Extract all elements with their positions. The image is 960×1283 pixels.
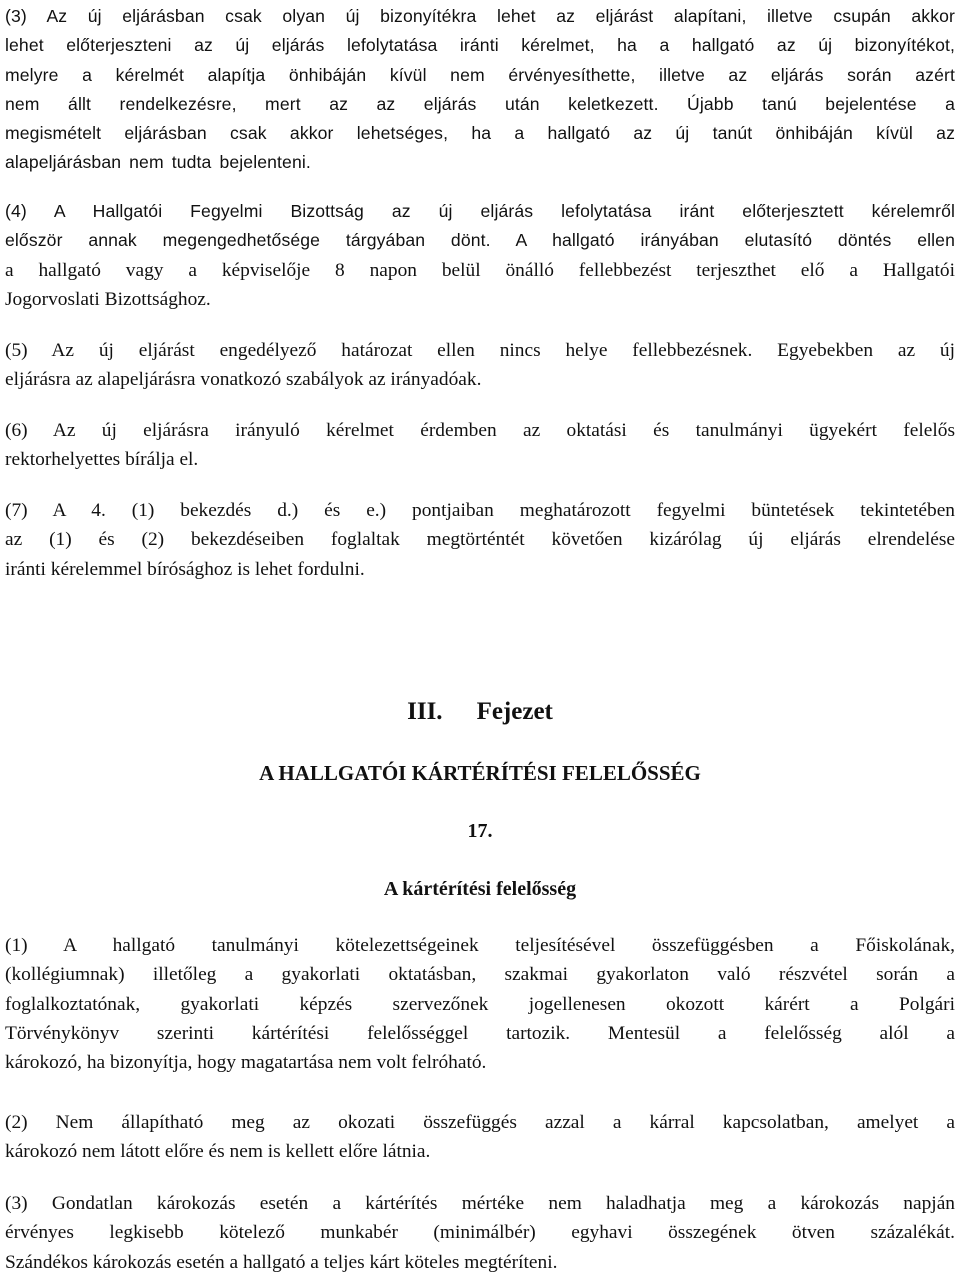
text-line: az (1) és (2) bekezdéseiben foglaltak megtörténtét követően kizárólag új eljárás elrendelése (5, 529, 955, 551)
chapter-label: Fejezet (476, 698, 553, 725)
text-line: érvényes legkisebb kötelező munkabér (minimálbér) egyhavi összegének ötven százalékát. (5, 1222, 955, 1244)
paragraph-1-liability (5, 931, 955, 1077)
text-line: (1) A hallgató tanulmányi kötelezettségeinek teljesítésével összefüggésben a Főiskolának, (5, 935, 955, 956)
paragraph-3-damages-limit (5, 1189, 955, 1277)
text-line: (3) Gondatlan károkozás esetén a kártérítés mértéke nem haladhatja meg a károkozás napján (5, 1193, 955, 1214)
text-line: (6) Az új eljárásra irányuló kérelmet érdemben az oktatási és tanulmányi ügyekért felelős (5, 420, 955, 441)
text-line: károkozó nem látott előre és nem is kellett előre látnia. (5, 1141, 431, 1163)
paragraph-4-disciplinary-committee (5, 197, 955, 314)
text-line: alapeljárásban nem tudta bejelenteni. (5, 152, 311, 173)
section-title: A kártérítési felelősség (383, 878, 577, 900)
text-line: (kollégiumnak) illetőleg a gyakorlati oktatásban, szakmai gyakorlaton való részvétel során a (5, 964, 955, 986)
text-line: rektorhelyettes bírálja el. (5, 449, 199, 471)
paragraph-5-no-appeal (5, 336, 955, 395)
section-number: 17. (467, 820, 493, 842)
text-line: iránti kérelemmel bírósághoz is lehet fordulni. (5, 558, 365, 580)
text-line: károkozó, ha bizonyítja, hogy magatartása nem volt felróható. (5, 1052, 487, 1074)
text-line: (7) A 4. (1) bekezdés d.) és e.) pontjaiban meghatározott fegyelmi büntetések tekintetében (5, 500, 955, 521)
text-line: eljárásra az alapeljárásra vonatkozó szabályok az irányadóak. (5, 369, 482, 391)
text-line: (3) Az új eljárásban csak olyan új bizonyítékra lehet az eljárást alapítani, illetve csupán akkor (5, 6, 955, 26)
paragraph-6-vice-rector (5, 416, 955, 475)
text-line: a hallgató vagy a képviselője 8 napon belül önálló fellebbezést terjeszthet elő a Hallgatói (5, 259, 955, 281)
text-line: (5) Az új eljárást engedélyező határozat ellen nincs helye fellebbezésnek. Egyebekben az új (5, 340, 955, 361)
chapter-number: III. (407, 698, 443, 725)
text-line: nem állt rendelkezésre, mert az az eljárás után keletkezett. Újabb tanú bejelentése a (5, 93, 955, 114)
text-line: lehet előterjeszteni az új eljárás lefolytatása iránti kérelmet, ha a hallgató az új bizonyítékot, (5, 35, 955, 56)
text-line: (2) Nem állapítható meg az okozati összefüggés azzal a kárral kapcsolatban, amelyet a (5, 1112, 955, 1133)
paragraph-7-court-recourse (5, 496, 955, 584)
chapter-title: A HALLGATÓI KÁRTÉRÍTÉSI FELELŐSSÉG (259, 761, 701, 785)
text-line: először annak megengedhetősége tárgyában dönt. A hallgató irányában elutasító döntés ellen (5, 230, 955, 251)
paragraph-2-causation (5, 1108, 955, 1167)
text-line: (4) A Hallgatói Fegyelmi Bizottság az új eljárás lefolytatása iránt előterjesztett kérelemről (5, 201, 955, 221)
chapter-heading (5, 696, 955, 728)
text-line: Törvénykönyv szerinti kártérítési felelősséggel tartozik. Mentesül a felelősség alól a (5, 1022, 955, 1044)
paragraph-3-new-procedure-evidence (5, 2, 955, 178)
text-line: Szándékos károkozás esetén a hallgató a teljes kárt köteles megtéríteni. (5, 1251, 558, 1273)
text-line: melyre a kérelmét alapítja önhibáján kívül nem érvényesíthette, illetve az eljárás során azért (5, 64, 955, 85)
text-line: foglalkoztatónak, gyakorlati képzés szervezőnek jogellenesen okozott kárért a Polgári (5, 993, 955, 1015)
text-line: Jogorvoslati Bizottsághoz. (5, 288, 211, 310)
text-line: megismételt eljárásban csak akkor lehetséges, ha a hallgató az új tanút önhibáján kívül az (5, 123, 955, 144)
